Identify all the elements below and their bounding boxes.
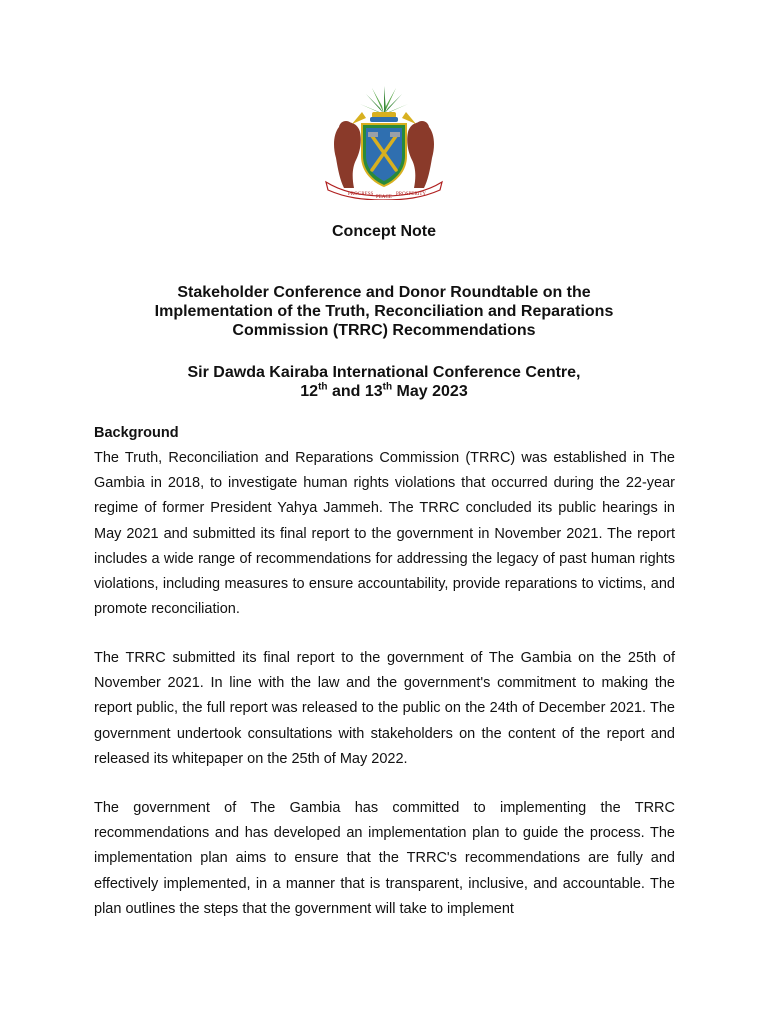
motto-right-text: PROSPERITY — [396, 192, 427, 197]
event-venue-date — [0, 363, 768, 401]
date-ordinal-2: th — [382, 381, 393, 393]
section-heading-background: Background — [94, 425, 179, 441]
paragraph-3: The government of The Gambia has committed to implementing the TRRC recommendations and has developed an implementation plan to guide the process. The implementation plan aims to ensure that the TRRC's recommendations are fully and effectively implemented, in a manner that is transparent, inclusive, and accountable. The plan outlines the steps that the government will take to implement — [94, 800, 675, 917]
paragraph-2: The TRRC submitted its final report to the government of The Gambia on the 25th of November 2021. In line with the law and the government's commitment to making the report public, the full report was released to the public on the 24th of December 2021. The government undertook consultations with stakeholders on the content of the report and released its whitepaper on the 25th of May 2022. — [94, 650, 675, 767]
palm-crest — [360, 86, 408, 122]
gambia-coat-of-arms-icon — [322, 84, 446, 200]
shield — [362, 124, 406, 186]
date-month-year: May 2023 — [392, 383, 468, 400]
date-day-2: 13 — [364, 383, 383, 400]
venue-line: Sir Dawda Kairaba International Conference Centre, — [187, 364, 581, 381]
event-title-line-2: Implementation of the Truth, Reconciliation and Reparations — [154, 303, 614, 320]
date-ordinal-1: th — [318, 381, 328, 393]
paragraph-1: The Truth, Reconciliation and Reparations Commission (TRRC) was established in The Gambia in 2018, to investigate human rights violations that occurred during the 22-year regime of former President Yahya Jammeh. The TRRC concluded its public hearings in May 2021 and submitted its final report to the government in November 2021. The report includes a wide range of recommendations for addressing the legacy of past human rights violations, including measures to ensure accountability, provide reparations to victims, and promote reconciliation. — [94, 450, 675, 618]
motto-left-text: PROGRESS — [348, 192, 374, 197]
event-title-line-1: Stakeholder Conference and Donor Roundtable on the — [177, 284, 591, 301]
date-and: and — [327, 383, 365, 400]
document-title: Concept Note — [332, 223, 436, 240]
date-day-1: 12 — [300, 383, 319, 400]
event-title-line-3: Commission (TRRC) Recommendations — [232, 322, 536, 339]
motto-center-text: PEACE — [376, 195, 392, 200]
event-title — [0, 283, 768, 340]
date-line — [0, 382, 768, 401]
